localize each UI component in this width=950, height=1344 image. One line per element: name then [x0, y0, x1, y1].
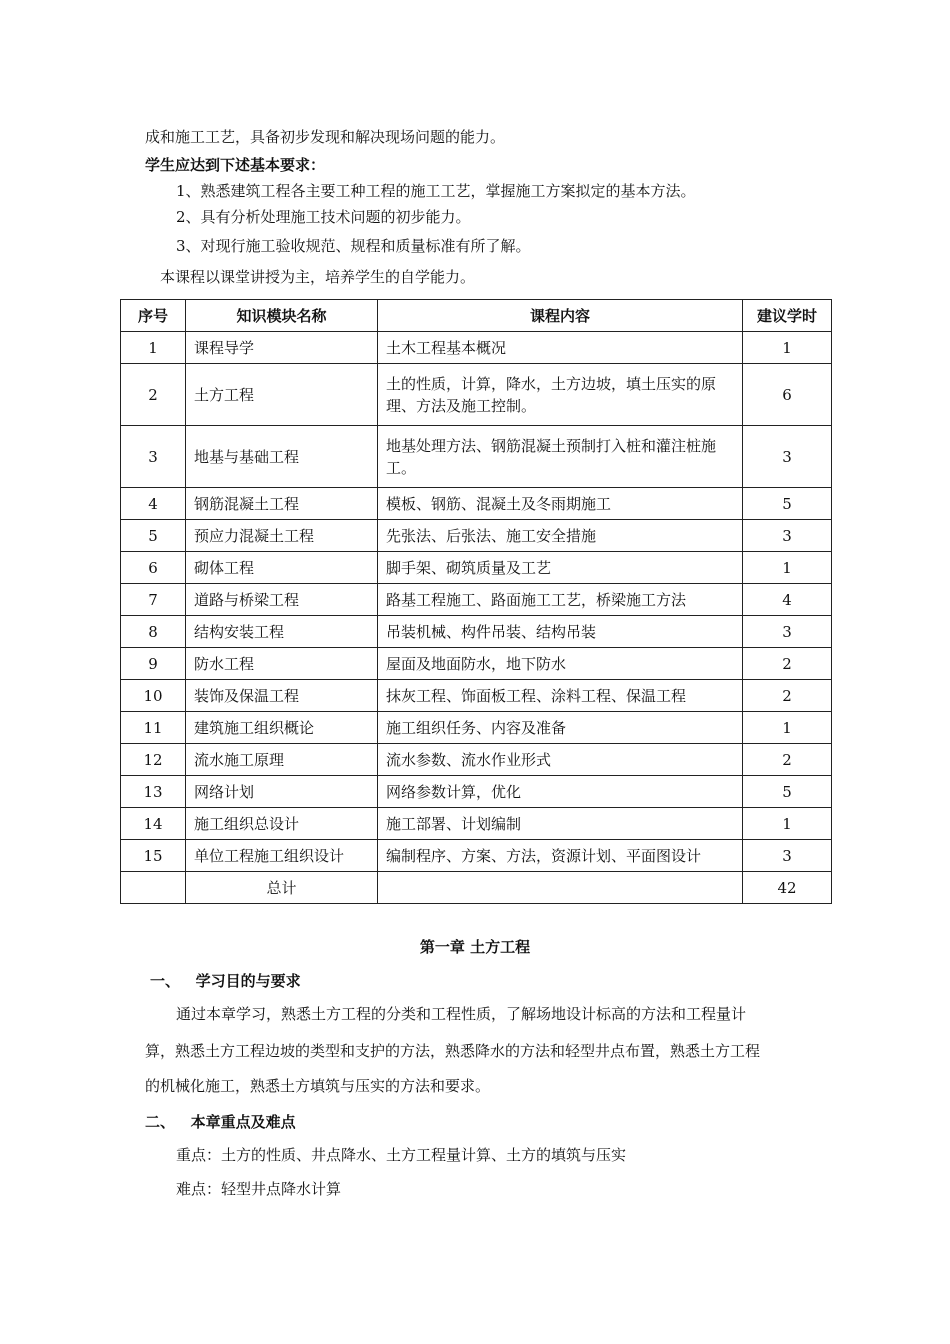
course-content: 脚手架、砌筑质量及工艺 — [378, 552, 743, 584]
suggested-hours: 2 — [743, 680, 832, 712]
module-name: 地基与基础工程 — [186, 426, 378, 488]
module-name: 防水工程 — [186, 648, 378, 680]
module-name: 单位工程施工组织设计 — [186, 840, 378, 872]
intro-continuation: 成和施工工艺，具备初步发现和解决现场问题的能力。 — [145, 128, 506, 146]
course-content: 流水参数、流水作业形式 — [378, 744, 743, 776]
key-points: 重点：土方的性质、井点降水、土方工程量计算、土方的填筑与压实 — [176, 1146, 627, 1164]
requirement-2: 2、具有分析处理施工技术问题的初步能力。 — [176, 208, 471, 226]
module-name: 施工组织总设计 — [186, 808, 378, 840]
row-number: 15 — [121, 840, 186, 872]
row-number: 3 — [121, 426, 186, 488]
course-content: 地基处理方法、钢筋混凝土预制打入桩和灌注桩施工。 — [378, 426, 743, 488]
suggested-hours: 6 — [743, 364, 832, 426]
row-number: 13 — [121, 776, 186, 808]
course-content: 模板、钢筋、混凝土及冬雨期施工 — [378, 488, 743, 520]
module-name: 流水施工原理 — [186, 744, 378, 776]
module-name: 网络计划 — [186, 776, 378, 808]
module-name: 预应力混凝土工程 — [186, 520, 378, 552]
table-row — [121, 584, 832, 616]
suggested-hours: 1 — [743, 808, 832, 840]
row-number: 10 — [121, 680, 186, 712]
module-name: 建筑施工组织概论 — [186, 712, 378, 744]
table-row — [121, 616, 832, 648]
module-name: 装饰及保温工程 — [186, 680, 378, 712]
requirement-1: 1、熟悉建筑工程各主要工种工程的施工工艺，掌握施工方案拟定的基本方法。 — [176, 182, 696, 200]
section-2-heading: 二、 本章重点及难点 — [145, 1113, 296, 1131]
table-row — [121, 776, 832, 808]
course-content: 土木工程基本概况 — [378, 332, 743, 364]
header-module: 知识模块名称 — [186, 300, 378, 332]
table-row — [121, 744, 832, 776]
section-1-heading: 一、 学习目的与要求 — [150, 972, 301, 990]
row-number: 7 — [121, 584, 186, 616]
suggested-hours: 3 — [743, 840, 832, 872]
table-row — [121, 712, 832, 744]
row-number: 6 — [121, 552, 186, 584]
header-content: 课程内容 — [378, 300, 743, 332]
module-name: 钢筋混凝土工程 — [186, 488, 378, 520]
table-row — [121, 680, 832, 712]
header-hours: 建议学时 — [743, 300, 832, 332]
course-content: 吊装机械、构件吊装、结构吊装 — [378, 616, 743, 648]
table-row — [121, 488, 832, 520]
course-content: 网络参数计算，优化 — [378, 776, 743, 808]
suggested-hours: 3 — [743, 426, 832, 488]
table-row — [121, 552, 832, 584]
suggested-hours: 2 — [743, 744, 832, 776]
course-content: 施工部署、计划编制 — [378, 808, 743, 840]
row-number: 4 — [121, 488, 186, 520]
course-content: 先张法、后张法、施工安全措施 — [378, 520, 743, 552]
module-name: 砌体工程 — [186, 552, 378, 584]
total-content-cell — [378, 872, 743, 904]
module-name: 土方工程 — [186, 364, 378, 426]
header-number: 序号 — [121, 300, 186, 332]
suggested-hours: 1 — [743, 552, 832, 584]
section-1-paragraph-line-2: 算，熟悉土方工程边坡的类型和支护的方法，熟悉降水的方法和轻型井点布置，熟悉土方工程 — [145, 1042, 761, 1060]
row-number: 8 — [121, 616, 186, 648]
table-row — [121, 520, 832, 552]
course-content: 编制程序、方案、方法，资源计划、平面图设计 — [378, 840, 743, 872]
course-plan-table — [120, 299, 832, 904]
section-1-paragraph-line-1: 通过本章学习，熟悉土方工程的分类和工程性质，了解场地设计标高的方法和工程量计 — [176, 1005, 747, 1023]
total-hours: 42 — [743, 872, 832, 904]
total-label: 总计 — [186, 872, 378, 904]
table-row — [121, 808, 832, 840]
requirements-heading: 学生应达到下述基本要求： — [145, 156, 326, 174]
course-content: 路基工程施工、路面施工工艺，桥梁施工方法 — [378, 584, 743, 616]
row-number: 1 — [121, 332, 186, 364]
suggested-hours: 3 — [743, 616, 832, 648]
suggested-hours: 5 — [743, 488, 832, 520]
requirement-3: 3、对现行施工验收规范、规程和质量标准有所了解。 — [176, 237, 531, 255]
module-name: 课程导学 — [186, 332, 378, 364]
suggested-hours: 1 — [743, 332, 832, 364]
suggested-hours: 2 — [743, 648, 832, 680]
suggested-hours: 3 — [743, 520, 832, 552]
table-body — [121, 332, 832, 904]
row-number: 12 — [121, 744, 186, 776]
row-number: 5 — [121, 520, 186, 552]
row-number: 9 — [121, 648, 186, 680]
teaching-note: 本课程以课堂讲授为主，培养学生的自学能力。 — [160, 268, 476, 286]
table-row-total — [121, 872, 832, 904]
table-header-row — [121, 300, 832, 332]
module-name: 道路与桥梁工程 — [186, 584, 378, 616]
total-number-cell — [121, 872, 186, 904]
table-row — [121, 840, 832, 872]
table-row — [121, 332, 832, 364]
suggested-hours: 1 — [743, 712, 832, 744]
row-number: 11 — [121, 712, 186, 744]
course-content: 土的性质，计算，降水，土方边坡，填土压实的原理、方法及施工控制。 — [378, 364, 743, 426]
table-row — [121, 426, 832, 488]
suggested-hours: 5 — [743, 776, 832, 808]
table-row — [121, 364, 832, 426]
row-number: 2 — [121, 364, 186, 426]
module-name: 结构安装工程 — [186, 616, 378, 648]
row-number: 14 — [121, 808, 186, 840]
table-row — [121, 648, 832, 680]
suggested-hours: 4 — [743, 584, 832, 616]
section-1-paragraph-line-3: 的机械化施工，熟悉土方填筑与压实的方法和要求。 — [145, 1077, 491, 1095]
course-content: 施工组织任务、内容及准备 — [378, 712, 743, 744]
course-content: 抹灰工程、饰面板工程、涂料工程、保温工程 — [378, 680, 743, 712]
chapter-title: 第一章 土方工程 — [419, 938, 531, 956]
course-content: 屋面及地面防水，地下防水 — [378, 648, 743, 680]
difficult-points: 难点：轻型井点降水计算 — [176, 1180, 342, 1198]
